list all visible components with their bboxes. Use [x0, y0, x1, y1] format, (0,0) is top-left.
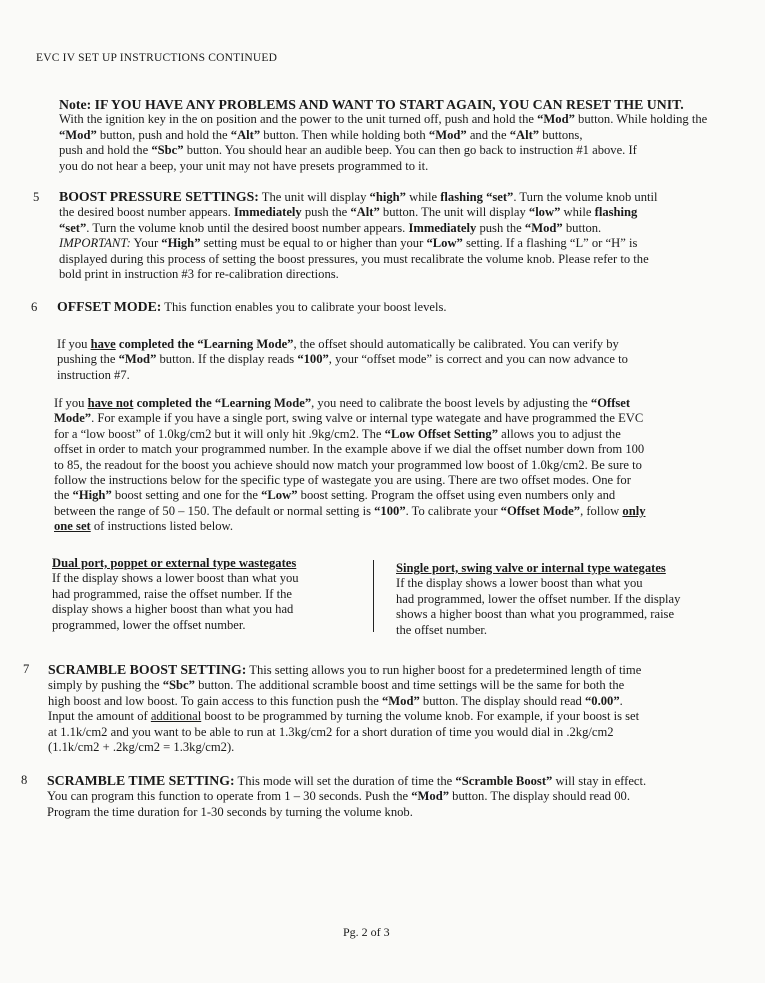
text: buttons, — [539, 127, 583, 142]
text: . Turn the volume knob until — [513, 190, 658, 204]
text: button, push and hold the — [96, 127, 231, 142]
section-8-line — [47, 789, 727, 804]
text: You can program this function to operate from 1 – 30 seconds. Push the — [47, 789, 412, 804]
text: boost setting. Program the offset using even numbers only and — [297, 488, 616, 503]
section-7-line: (1.1k/cm2 + .2kg/cm2 = 1.3kg/cm2). — [48, 740, 235, 755]
text: flashing — [594, 205, 638, 220]
column-line: If the display shows a lower boost than what you — [52, 571, 299, 586]
text: “Low Offset Setting” — [384, 426, 499, 441]
text: Immediately — [233, 205, 302, 220]
text: for a “low boost” of 1.0kg/cm2 but it will only hit .9kg/cm2. The — [54, 426, 385, 441]
text: push the — [301, 205, 351, 220]
para-line: instruction #7. — [57, 367, 130, 382]
text: one set — [54, 519, 91, 534]
text: “Sbc” — [162, 678, 195, 693]
text: between the range of 50 – 150. The default or normal setting is — [54, 503, 375, 518]
mod-label: “Mod” — [428, 127, 467, 142]
section-7-line — [48, 694, 718, 709]
section-5-heading: BOOST PRESSURE SETTINGS: — [59, 189, 259, 204]
para-line — [54, 504, 729, 519]
alt-label: “Alt” — [230, 127, 261, 142]
text: pushing the — [57, 352, 119, 367]
column-line: the offset number. — [396, 622, 488, 637]
para-line — [57, 352, 727, 367]
text: “Mod” — [524, 220, 563, 235]
page-header: EVC IV SET UP INSTRUCTIONS CONTINUED — [36, 52, 278, 64]
text: Input the amount of — [48, 709, 151, 724]
section-6-para-2 — [54, 396, 729, 535]
text: “Low” — [426, 236, 463, 251]
section-8-heading: SCRAMBLE TIME SETTING: — [47, 773, 235, 788]
text: , your “offset mode” is correct and you can now advance to — [328, 352, 628, 367]
text: the — [54, 488, 73, 503]
para-line — [54, 519, 729, 534]
text: and the — [466, 127, 510, 142]
section-5-line — [59, 236, 724, 251]
section-7 — [48, 662, 718, 755]
text: have not — [87, 396, 134, 410]
text: If you — [54, 396, 88, 410]
text: “set” — [59, 220, 87, 235]
text: . For example if you have a single port, swing valve or internal type wategate and have programmed the EVC — [91, 411, 644, 426]
text: “High” — [161, 236, 201, 251]
text: additional — [150, 709, 202, 724]
important-label: IMPORTANT: — [59, 236, 131, 251]
text: button. While holding the — [574, 112, 708, 127]
section-8-line: Program the time duration for 1-30 seconds by turning the volume knob. — [47, 804, 413, 819]
text: boost setting and one for the — [111, 488, 262, 503]
section-5-line: bold print in instruction #3 for re-calibration directions. — [59, 267, 339, 282]
text: button. The display should read 00. — [449, 789, 630, 804]
text: while — [560, 205, 595, 220]
text: “0.00” — [585, 693, 620, 708]
column-line: programmed, lower the offset number. — [52, 617, 246, 632]
section-6-number: 6 — [31, 300, 38, 314]
text: . Turn the volume knob until the desired boost number appears. — [86, 220, 409, 235]
text: If you — [57, 337, 91, 351]
section-7-heading: SCRAMBLE BOOST SETTING: — [48, 662, 247, 677]
note-heading: Note: IF YOU HAVE ANY PROBLEMS AND WANT TO START AGAIN, YOU CAN RESET THE UNIT. — [59, 97, 684, 112]
text: This function enables you to calibrate your boost levels. — [161, 300, 447, 314]
text: boost to be programmed by turning the volume knob. For example, if your boost is set — [201, 709, 640, 724]
text: “Scramble Boost” — [455, 774, 553, 788]
text: push the — [476, 220, 525, 235]
section-7-line — [48, 662, 718, 678]
text: “Mod” — [118, 352, 157, 367]
text: push and hold the — [59, 143, 152, 158]
para-line — [54, 488, 729, 503]
section-7-line — [48, 678, 718, 693]
text: The unit will display — [258, 190, 370, 204]
text: allows you to adjust the — [498, 426, 621, 441]
section-5-line — [59, 221, 724, 236]
text: This mode will set the duration of time the — [234, 774, 456, 788]
text: With the ignition key in the on position and the power to the unit turned off, push and hold the — [59, 112, 538, 127]
note-line — [59, 143, 719, 158]
dual-port-heading: Dual port, poppet or external type wastegates — [52, 556, 297, 570]
para-line — [54, 411, 729, 426]
text: of instructions listed below. — [90, 519, 233, 534]
text: only — [622, 503, 646, 518]
dual-port-column — [52, 556, 352, 633]
column-line: had programmed, raise the offset number. If the — [52, 586, 293, 601]
section-6-heading: OFFSET MODE: — [57, 299, 162, 314]
text: “low” — [528, 205, 561, 220]
single-port-heading: Single port, swing valve or internal type wategates — [396, 561, 666, 575]
text: setting must be equal to or higher than your — [200, 236, 427, 251]
note-line: you do not hear a beep, your unit may not have presets programmed to it. — [59, 158, 429, 173]
text: setting. If a flashing “L” or “H” is — [462, 236, 638, 251]
text: “Low” — [261, 488, 298, 503]
section-8 — [47, 773, 727, 820]
text: “100” — [374, 503, 406, 518]
note-line — [59, 112, 719, 127]
text: button. — [562, 220, 602, 235]
text: Mode” — [54, 411, 92, 426]
text: “high” — [369, 190, 406, 204]
note-block — [59, 97, 719, 174]
text: . — [619, 693, 623, 708]
section-6-para-1 — [57, 337, 727, 383]
para-line — [54, 396, 729, 411]
text: . To calibrate your — [405, 503, 501, 518]
text: Immediately — [408, 220, 477, 235]
text: This setting allows you to run higher boost for a predetermined length of time — [246, 663, 642, 677]
text: simply by pushing the — [48, 678, 163, 693]
text: will stay in effect. — [552, 774, 647, 788]
section-5-number: 5 — [33, 190, 40, 204]
column-line: shows a higher boost than what you programmed, raise — [396, 607, 675, 622]
section-5-line — [59, 205, 724, 220]
section-5 — [59, 189, 724, 282]
text: , the offset should automatically be calibrated. You can verify by — [293, 337, 619, 351]
text: “Mod” — [382, 693, 420, 708]
column-line: had programmed, lower the offset number. If the display — [396, 591, 681, 606]
page-number: Pg. 2 of 3 — [343, 925, 390, 939]
para-line: offset in order to match your programmed number. In the example above if we dial the offset number down from 100 — [54, 442, 645, 457]
text: high boost and low boost. To gain access to this function push the — [48, 693, 382, 708]
column-line: display shows a higher boost than what you had — [52, 602, 294, 617]
text: button. The additional scramble boost and time settings will be the same for both the — [194, 678, 625, 693]
section-7-line: at 1.1k/cm2 and you want to be able to run at 1.3kg/cm2 for a short duration of time you would dial in .2kg/cm2 — [48, 724, 614, 739]
text: completed the “Learning Mode” — [115, 337, 294, 351]
section-5-line: displayed during this process of setting the boost pressures, you must recalibrate the volume knob. Please refer to the — [59, 251, 649, 266]
text: flashing “set” — [440, 190, 514, 204]
text: button. The unit will display — [379, 205, 529, 220]
text: , follow — [580, 503, 623, 518]
para-line — [57, 337, 727, 352]
text: button. The display should read — [419, 693, 585, 708]
section-7-line — [48, 709, 718, 724]
section-5-line — [59, 189, 724, 205]
para-line: follow the instructions below for the specific type of wastegate you are using. There are two offset modes. One for — [54, 473, 631, 488]
mod-label: “Mod” — [59, 127, 97, 142]
section-8-line — [47, 773, 727, 789]
text: while — [405, 190, 441, 204]
text: button. You should hear an audible beep. You can then go back to instruction #1 above. If — [183, 143, 637, 158]
text: “100” — [297, 352, 329, 367]
sbc-label: “Sbc” — [151, 143, 184, 158]
text: “Offset Mode” — [500, 503, 581, 518]
text: button. Then while holding both — [260, 127, 429, 142]
column-divider — [373, 560, 374, 632]
para-line: to 85, the readout for the boost you achieve should now match your programmed low boost of 1.0kg/cm2. Be sure to — [54, 457, 642, 472]
text: , you need to calibrate the boost levels by adjusting the — [311, 396, 591, 410]
text: “Alt” — [350, 205, 380, 220]
column-line: If the display shows a lower boost than what you — [396, 576, 643, 591]
single-port-column — [396, 561, 726, 638]
text: “High” — [72, 488, 112, 503]
para-line — [54, 427, 729, 442]
mod-label: “Mod” — [537, 112, 575, 127]
text: Your — [130, 236, 162, 251]
section-8-number: 8 — [21, 773, 28, 787]
text: the desired boost number appears. — [59, 205, 234, 220]
section-6-intro — [57, 299, 722, 315]
note-line — [59, 128, 719, 143]
text: completed the “Learning Mode” — [133, 396, 312, 410]
text: “Mod” — [411, 789, 450, 804]
text: “Offset — [590, 396, 631, 410]
text: have — [90, 337, 116, 351]
text: button. If the display reads — [156, 352, 298, 367]
section-7-number: 7 — [23, 662, 30, 676]
alt-label: “Alt” — [509, 127, 540, 142]
